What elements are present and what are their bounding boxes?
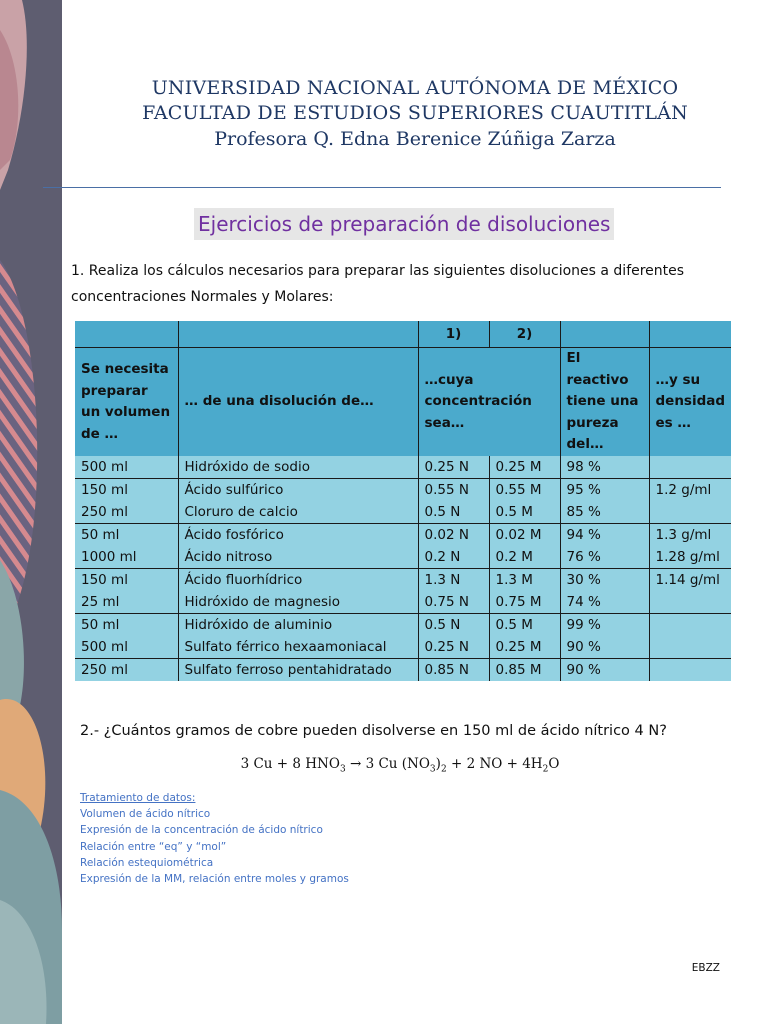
cell-density <box>649 591 731 614</box>
chemical-equation: 3 Cu + 8 $HNO_3 \to 3$ Cu $(NO_3)_2 + 2$ NO + $4H_2O$ <box>240 756 560 775</box>
cell-purity: 99 % <box>560 614 649 637</box>
header-purity: El reactivo tiene una pureza del… <box>560 348 649 457</box>
cell-purity: 30 % <box>560 569 649 592</box>
table-row <box>75 636 731 659</box>
exercise-1-instructions <box>71 258 721 310</box>
cell-volume: 50 ml <box>75 614 178 637</box>
faculty-name: FACULTAD DE ESTUDIOS SUPERIORES CUAUTITLÁN <box>142 102 688 124</box>
table-row <box>75 524 731 547</box>
cell-density <box>649 636 731 659</box>
instructions-line-1: 1. Realiza los cálculos necesarios para preparar las siguientes disoluciones a diferentes <box>71 263 685 279</box>
cell-molarity: 0.75 M <box>489 591 560 614</box>
cell-purity: 90 % <box>560 636 649 659</box>
cell-density: 1.14 g/ml <box>649 569 731 592</box>
decorative-side-strip <box>0 0 62 1024</box>
cell-solution: Ácido fosfórico <box>178 524 418 547</box>
cell-volume: 50 ml <box>75 524 178 547</box>
cell-volume: 1000 ml <box>75 546 178 569</box>
cell-density: 1.3 g/ml <box>649 524 731 547</box>
cell-solution: Cloruro de calcio <box>178 501 418 524</box>
cell-density <box>649 659 731 682</box>
cell-volume: 500 ml <box>75 636 178 659</box>
cell-molarity: 0.2 M <box>489 546 560 569</box>
cell-purity: 94 % <box>560 524 649 547</box>
cell-volume: 25 ml <box>75 591 178 614</box>
table-row <box>75 659 731 682</box>
note-item: Expresión de la concentración de ácido nítrico <box>80 824 323 837</box>
cell-solution: Hidróxido de aluminio <box>178 614 418 637</box>
cell-volume: 250 ml <box>75 659 178 682</box>
document-header <box>62 76 768 153</box>
cell-purity: 90 % <box>560 659 649 682</box>
cell-normality: 0.75 N <box>418 591 489 614</box>
note-item: Expresión de la MM, relación entre moles y gramos <box>80 873 349 886</box>
note-item: Relación entre “eq” y “mol” <box>80 840 227 853</box>
author-initials: EBZZ <box>691 962 720 974</box>
cell-molarity: 0.25 M <box>489 636 560 659</box>
cell-density: 1.28 g/ml <box>649 546 731 569</box>
instructions-line-2: concentraciones Normales y Molares: <box>71 289 334 305</box>
table-header-row <box>75 348 731 457</box>
table-row <box>75 546 731 569</box>
cell-normality: 0.5 N <box>418 501 489 524</box>
table-row <box>75 591 731 614</box>
cell-volume: 250 ml <box>75 501 178 524</box>
cell-normality: 0.25 N <box>418 636 489 659</box>
page-title: Ejercicios de preparación de disoluciones <box>194 208 614 240</box>
professor-name: Profesora Q. Edna Berenice Zúñiga Zarza <box>214 128 616 150</box>
header-divider <box>43 187 721 188</box>
column-number-2: 2) <box>489 321 560 348</box>
cell-purity: 95 % <box>560 479 649 502</box>
cell-normality: 0.25 N <box>418 456 489 479</box>
cell-normality: 0.5 N <box>418 614 489 637</box>
solutions-table <box>75 321 731 681</box>
cell-molarity: 0.55 M <box>489 479 560 502</box>
header-density: …y su densidad es … <box>649 348 731 457</box>
cell-purity: 85 % <box>560 501 649 524</box>
cell-solution: Sulfato ferroso pentahidratado <box>178 659 418 682</box>
cell-solution: Hidróxido de sodio <box>178 456 418 479</box>
table-row <box>75 614 731 637</box>
cell-solution: Sulfato férrico hexaamoniacal <box>178 636 418 659</box>
table-row <box>75 501 731 524</box>
cell-molarity: 0.25 M <box>489 456 560 479</box>
question-2: 2.- ¿Cuántos gramos de cobre pueden disolverse en 150 ml de ácido nítrico 4 N? <box>80 723 667 739</box>
table-numbering-row <box>75 321 731 348</box>
cell-normality: 0.02 N <box>418 524 489 547</box>
note-item: Relación estequiométrica <box>80 856 214 869</box>
cell-density <box>649 501 731 524</box>
cell-volume: 150 ml <box>75 479 178 502</box>
column-number-1: 1) <box>418 321 489 348</box>
note-item: Volumen de ácido nítrico <box>80 808 211 821</box>
cell-density <box>649 614 731 637</box>
cell-normality: 1.3 N <box>418 569 489 592</box>
table-row <box>75 479 731 502</box>
cell-molarity: 0.5 M <box>489 614 560 637</box>
cell-solution: Ácido sulfúrico <box>178 479 418 502</box>
university-name: UNIVERSIDAD NACIONAL AUTÓNOMA DE MÉXICO <box>151 77 679 99</box>
table-row <box>75 569 731 592</box>
cell-volume: 500 ml <box>75 456 178 479</box>
cell-normality: 0.85 N <box>418 659 489 682</box>
cell-volume: 150 ml <box>75 569 178 592</box>
cell-purity: 76 % <box>560 546 649 569</box>
cell-molarity: 0.85 M <box>489 659 560 682</box>
table-row <box>75 456 731 479</box>
header-solution: … de una disolución de… <box>178 348 418 457</box>
cell-solution: Ácido fluorhídrico <box>178 569 418 592</box>
cell-purity: 98 % <box>560 456 649 479</box>
cell-solution: Hidróxido de magnesio <box>178 591 418 614</box>
cell-purity: 74 % <box>560 591 649 614</box>
data-treatment-notes <box>80 790 349 887</box>
header-volume: Se necesita preparar un volumen de … <box>75 348 178 457</box>
notes-heading: Tratamiento de datos: <box>80 792 196 804</box>
cell-molarity: 0.02 M <box>489 524 560 547</box>
cell-density <box>649 456 731 479</box>
cell-molarity: 1.3 M <box>489 569 560 592</box>
cell-normality: 0.55 N <box>418 479 489 502</box>
cell-density: 1.2 g/ml <box>649 479 731 502</box>
cell-normality: 0.2 N <box>418 546 489 569</box>
header-concentration: …cuya concentración sea… <box>418 348 560 457</box>
cell-solution: Ácido nitroso <box>178 546 418 569</box>
cell-molarity: 0.5 M <box>489 501 560 524</box>
